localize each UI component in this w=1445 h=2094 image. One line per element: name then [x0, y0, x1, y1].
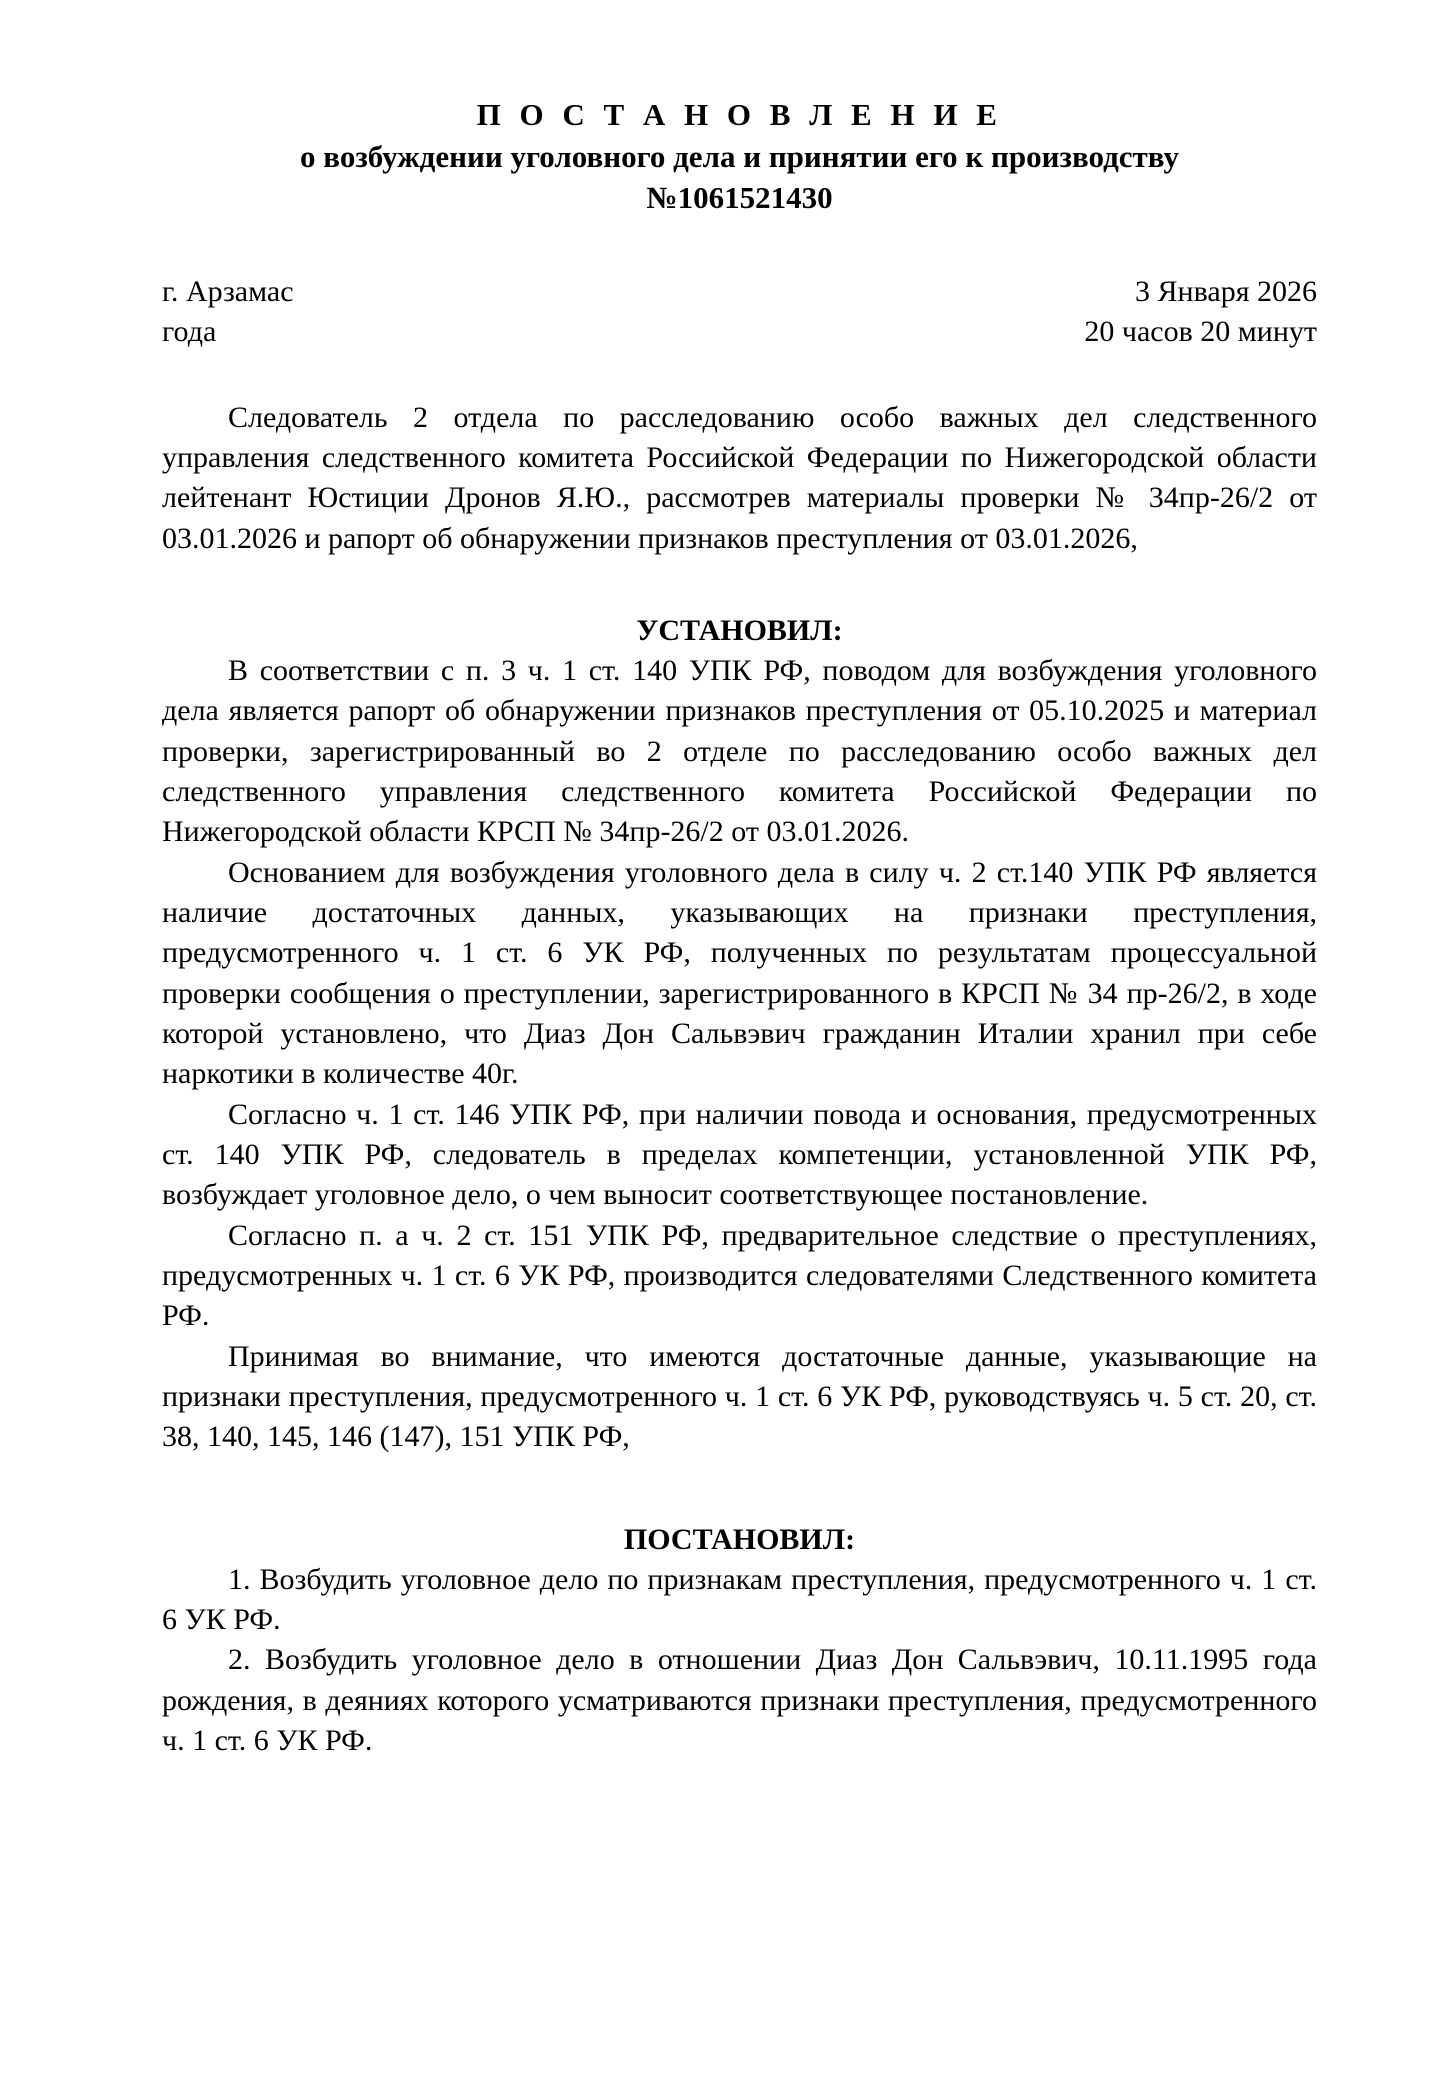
preamble-paragraph: Следователь 2 отдела по расследованию особо важных дел следственного управления следственного комитета Российской Федерации по Нижегородской области лейтенант Юстиции Дронов Я.Ю., рассмотрев материалы проверки № 34пр-26/2 от 03.01.2026 и рапорт об обнаружении признаков преступления от 03.01.2026,	[162, 400, 1317, 555]
section-heading-ruled: ПОСТАНОВИЛ:	[623, 1522, 856, 1556]
ruling-item: 1. Возбудить уголовное дело по признакам преступления, предусмотренного ч. 1 ст. 6 УК РФ.	[162, 1562, 1317, 1637]
established-paragraph-2: Основанием для возбуждения уголовного дела в силу ч. 2 ст.140 УПК РФ является наличие достаточных данных, указывающих на признаки преступления, предусмотренного ч. 1 ст. 6 УК РФ, полученных по результатам процессуальной проверки сообщения о преступлении, зарегистрированного в КРСП № 34 пр-26/2, в ходе которой установлено, что Диаз Дон Сальвэвич гражданин Италии хранил при себе наркотики в количестве 40г.	[162, 855, 1317, 1091]
established-paragraph-5: Принимая во внимание, что имеются достаточные данные, указывающие на признаки преступления, предусмотренного ч. 1 ст. 6 УК РФ, руководствуясь ч. 5 ст. 20, ст. 38, 140, 145, 146 (147), 151 УПК РФ,	[162, 1339, 1317, 1454]
section-heading-established: УСТАНОВИЛ:	[636, 614, 843, 648]
meta-row-secondary	[162, 312, 1317, 352]
meta-row-primary	[162, 272, 1317, 312]
ruling-item: 2. Возбудить уголовное дело в отношении Диаз Дон Сальвэвич, 10.11.1995 года рождения, в деяниях которого усматриваются признаки преступления, предусмотренного ч. 1 ст. 6 УК РФ.	[162, 1643, 1317, 1758]
document-year-word: года	[162, 314, 217, 348]
established-paragraph-4: Согласно п. а ч. 2 ст. 151 УПК РФ, предварительное следствие о преступлениях, предусмотренных ч. 1 ст. 6 УК РФ, производится следователями Следственного комитета РФ.	[162, 1218, 1317, 1333]
document-place: г. Арзамас	[162, 274, 294, 308]
established-paragraph-3: Согласно ч. 1 ст. 146 УПК РФ, при наличии повода и основания, предусмотренных ст. 140 УПК РФ, следователь в пределах компетенции, установленной УПК РФ, возбуждает уголовное дело, о чем выносит соответствующее постановление.	[162, 1097, 1317, 1212]
document-number: №1061521430	[646, 179, 833, 215]
established-paragraph-1: В соответствии с п. 3 ч. 1 ст. 140 УПК РФ, поводом для возбуждения уголовного дела является рапорт об обнаружении признаков преступления от 05.10.2025 и материал проверки, зарегистрированный во 2 отделе по расследованию особо важных дел следственного управления следственного комитета Российской Федерации по Нижегородской области КРСП № 34пр-26/2 от 03.01.2026.	[162, 653, 1317, 849]
document-time: 20 часов 20 минут	[1084, 314, 1317, 348]
document-subtitle: о возбуждении уголовного дела и принятии его к производству	[300, 139, 1179, 175]
ruling-list	[162, 1560, 1317, 1762]
document-date: 3 Января 2026	[1135, 274, 1317, 308]
document-meta-block	[162, 272, 1317, 352]
document-body	[162, 398, 1317, 1762]
document-title: П О С Т А Н О В Л Е Н И Е	[476, 97, 1003, 132]
